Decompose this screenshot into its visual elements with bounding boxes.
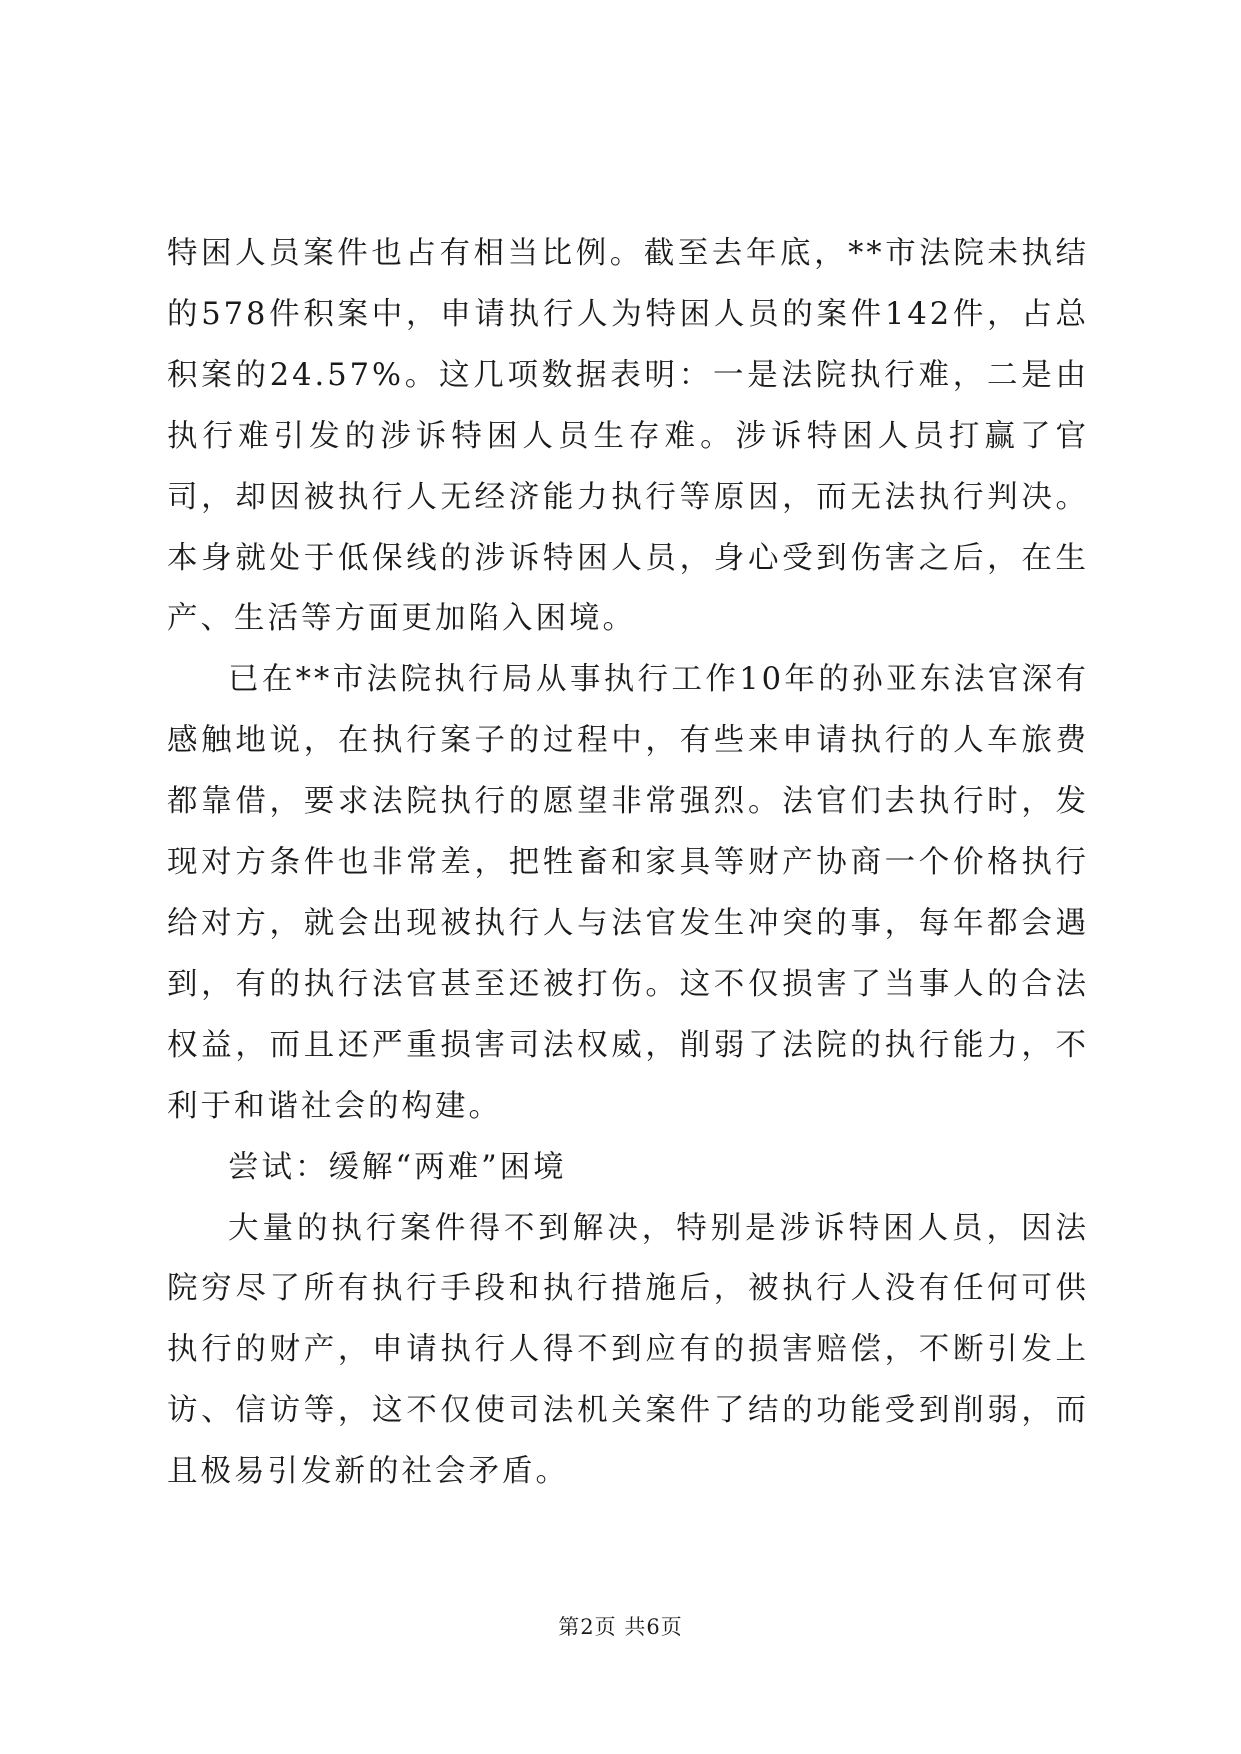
page-footer: 第2页 共6页 xyxy=(558,1615,683,1639)
paragraph-1: 特困人员案件也占有相当比例。截至去年底，**市法院未执结的578件积案中，申请执行人为特困人员的案件142件，占总积案的24.57%。这几项数据表明：一是法院执行难，二是由执行难引发的涉诉特困人员生存难。涉诉特困人员打赢了官司，却因被执行人无经济能力执行等原因，而无法执行判决。本身就处于低保线的涉诉特困人员，身心受到伤害之后，在生产、生活等方面更加陷入困境。 xyxy=(167,236,1089,637)
paragraph-2: 已在**市法院执行局从事执行工作10年的孙亚东法官深有感触地说，在执行案子的过程中，有些来申请执行的人车旅费都靠借，要求法院执行的愿望非常强烈。法官们去执行时，发现对方条件也非常差，把牲畜和家具等财产协商一个价格执行给对方，就会出现被执行人与法官发生冲突的事，每年都会遇到，有的执行法官甚至还被打伤。这不仅损害了当事人的合法权益，而且还严重损害司法权威，削弱了法院的执行能力，不利于和谐社会的构建。 xyxy=(167,662,1089,1124)
paragraph-3: 大量的执行案件得不到解决，特别是涉诉特困人员，因法院穷尽了所有执行手段和执行措施后，被执行人没有任何可供执行的财产，申请执行人得不到应有的损害赔偿，不断引发上访、信访等，这不仅使司法机关案件了结的功能受到削弱，而且极易引发新的社会矛盾。 xyxy=(167,1210,1089,1490)
section-heading: 尝试：缓解“两难”困境 xyxy=(228,1149,567,1185)
document-body xyxy=(167,224,1089,1503)
